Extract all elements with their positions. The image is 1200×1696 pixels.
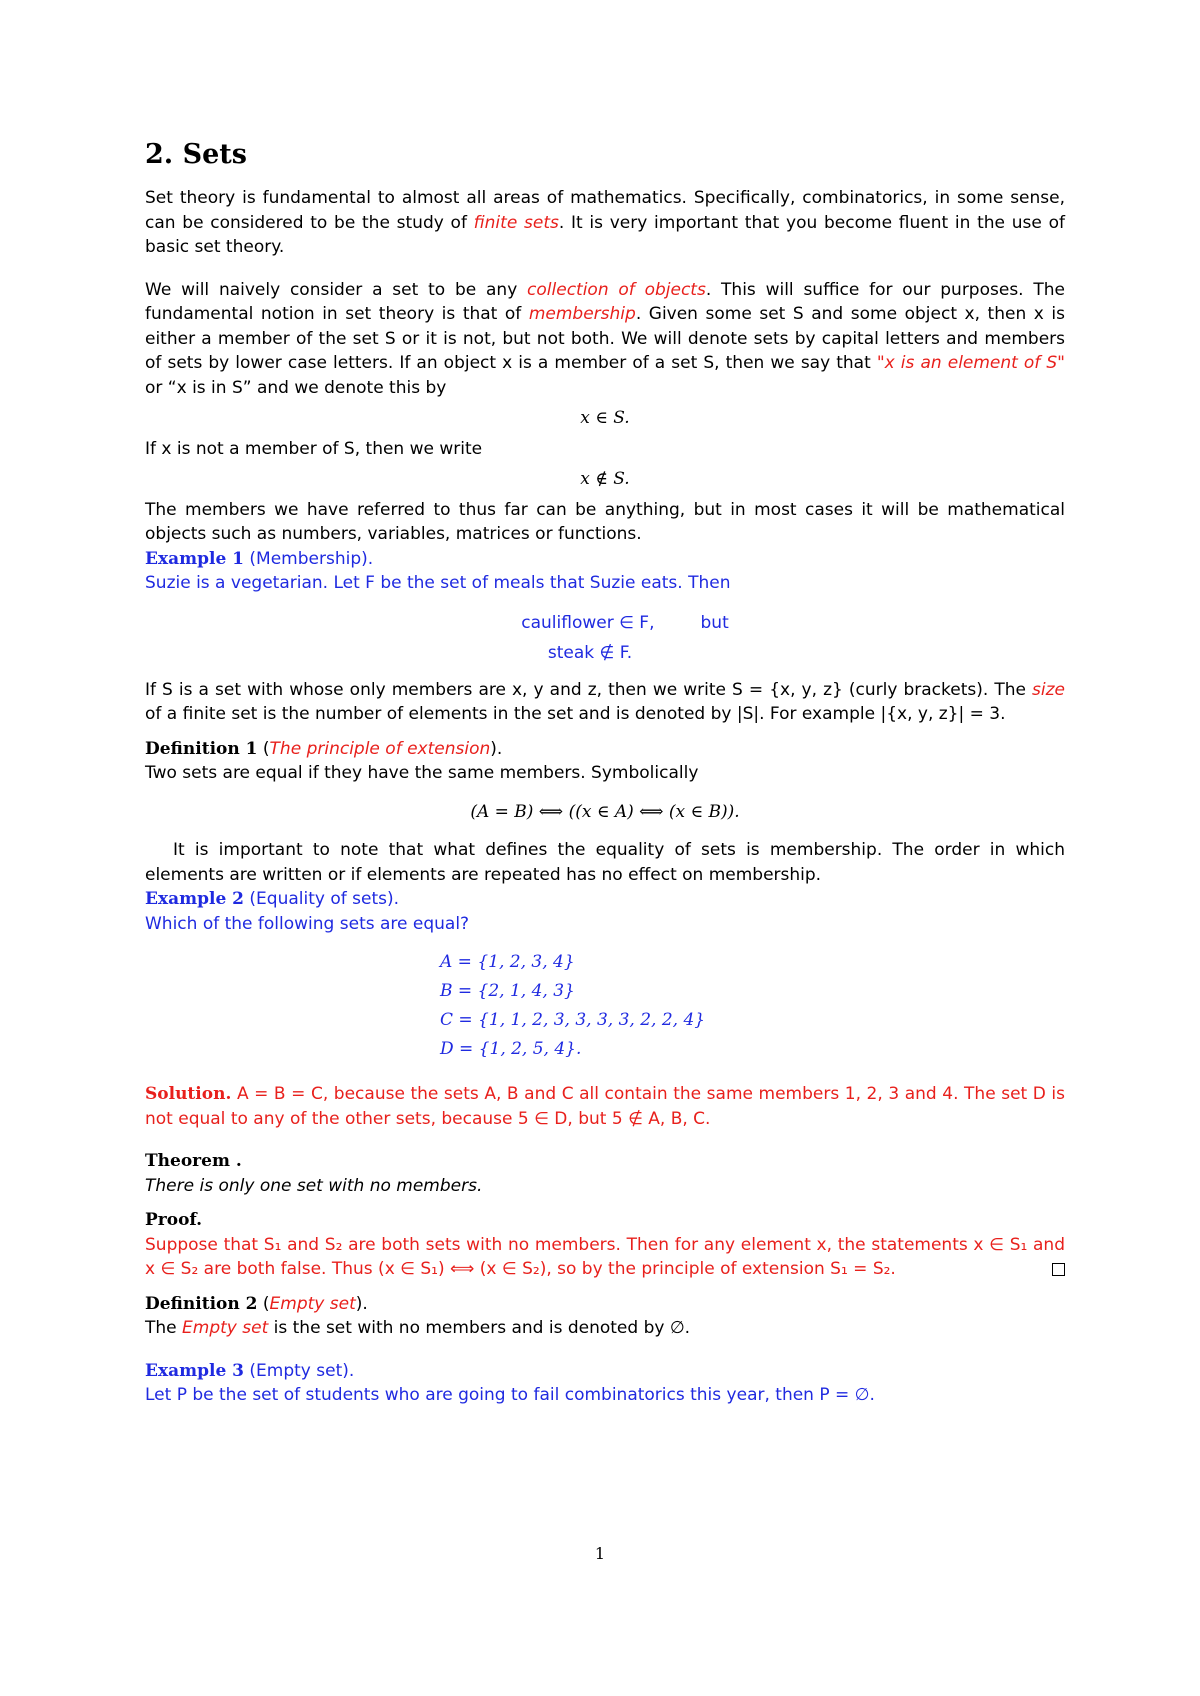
section-heading: 2. Sets bbox=[145, 139, 247, 170]
text: Set theory is fundamental to almost all areas of mathematics. Specifically, combinatorics, in some sense, can be considered to be the study of bbox=[145, 188, 1065, 233]
set-b: B = {2, 1, 4, 3} bbox=[440, 981, 575, 1001]
theorem-label: Theorem . bbox=[145, 1151, 242, 1171]
text: ( bbox=[262, 1293, 270, 1314]
proof-label: Proof. bbox=[145, 1210, 203, 1230]
example-1-line1: cauliflower ∈ F, bbox=[521, 612, 655, 633]
proof-text bbox=[145, 1233, 1065, 1282]
text: If S is a set with whose only members are x, y and z, then we write S = {x, y, z} (curly brackets). The bbox=[145, 679, 1033, 700]
text: of a finite set is the number of elements in the set and is denoted by |S|. For example |{x, y, z}| = 3. bbox=[145, 704, 1006, 724]
example-1 bbox=[145, 547, 1065, 668]
paragraph-members-anything: The members we have referred to thus far can be anything, but in most cases it will be mathematical objects such as numbers, variables, matrices or functions. bbox=[145, 499, 1065, 544]
text: ( bbox=[262, 738, 270, 759]
example-3-text: Let P be the set of students who are going to fail combinatorics this year, then P = ∅. bbox=[145, 1385, 875, 1405]
text: The bbox=[145, 1318, 183, 1338]
example-3-label: Example 3 bbox=[145, 1360, 245, 1381]
paragraph-size bbox=[145, 678, 1065, 727]
example-1-title: (Membership). bbox=[249, 548, 374, 569]
term-membership: membership bbox=[528, 304, 636, 324]
text: We will naively consider a set to be any bbox=[145, 279, 528, 300]
example-3-title: (Empty set). bbox=[249, 1360, 355, 1381]
text: or “x is in S” and we denote this by bbox=[145, 377, 447, 398]
text: . It is very important that you become fluent in the use of basic set theory. bbox=[145, 212, 1065, 257]
definition-1-title: The principle of extension bbox=[269, 738, 491, 759]
example-1-but: but bbox=[700, 612, 729, 633]
example-1-text: Suzie is a vegetarian. Let F be the set of meals that Suzie eats. Then bbox=[145, 573, 731, 593]
example-1-display bbox=[145, 608, 1065, 638]
definition-1-label: Definition 1 bbox=[145, 738, 258, 759]
solution-text: A = B = C, because the sets A, B and C all contain the same members 1, 2, 3 and 4. The set D is not equal to any of the other sets, because 5 ∈ D, but 5 ∉ A, B, C. bbox=[145, 1084, 1065, 1129]
document-body bbox=[145, 138, 1065, 1408]
equation-element-of: x ∈ S. bbox=[580, 408, 630, 428]
definition-2-text bbox=[145, 1316, 1065, 1341]
page-number: 1 bbox=[594, 1544, 606, 1563]
definition-1 bbox=[145, 737, 1065, 825]
definition-1-equation: (A = B) ⟺ ((x ∈ A) ⟺ (x ∈ B)). bbox=[470, 801, 740, 822]
example-1-line2: steak ∉ F. bbox=[547, 642, 633, 663]
definition-1-text: Two sets are equal if they have the same members. Symbolically bbox=[145, 763, 699, 783]
paragraph-equality-note: It is important to note that what defines the equality of sets is membership. The order in which elements are written or if elements are repeated has no effect on membership. bbox=[145, 840, 1065, 885]
term-size: size bbox=[1032, 679, 1065, 700]
proof bbox=[145, 1208, 1065, 1282]
definition-2 bbox=[145, 1292, 1065, 1341]
paragraph-membership bbox=[145, 278, 1065, 401]
set-d: D = {1, 2, 5, 4}. bbox=[440, 1039, 582, 1059]
solution bbox=[145, 1082, 1065, 1131]
text: ). bbox=[490, 738, 503, 759]
text: Suppose that S₁ and S₂ are both sets with no members. Then for any element x, the statements x ∈ S₁ and x ∈ S₂ are both false. Thus (x ∈ S₁) ⟺ (x ∈ S₂), so by the principle of extension S₁ = S₂. bbox=[145, 1234, 1065, 1279]
definition-2-label: Definition 2 bbox=[145, 1293, 258, 1314]
term-finite-sets: finite sets bbox=[473, 212, 559, 233]
example-1-label: Example 1 bbox=[145, 548, 245, 569]
example-3 bbox=[145, 1359, 1065, 1408]
qed-square-icon bbox=[1052, 1263, 1065, 1276]
solution-label: Solution. bbox=[145, 1084, 232, 1104]
example-2 bbox=[145, 887, 1065, 1064]
paragraph-not-member: If x is not a member of S, then we write bbox=[145, 438, 483, 459]
text: . Given some set S and some object x, then x is either a member of the set S or it is not, but not both. We will denote sets by capital letters and members of sets by lower case letters. If an object x is a member of a set S, then we say that bbox=[145, 304, 1065, 373]
example-2-text: Which of the following sets are equal? bbox=[145, 913, 470, 934]
set-a: A = {1, 2, 3, 4} bbox=[440, 952, 575, 972]
example-2-label: Example 2 bbox=[145, 889, 245, 909]
term-empty-set: Empty set bbox=[182, 1318, 269, 1338]
text: . This will suffice for our purposes. The fundamental notion in set theory is that of bbox=[145, 279, 1065, 324]
equation-not-element-of: x ∉ S. bbox=[580, 469, 630, 489]
text: is the set with no members and is denoted by ∅. bbox=[268, 1318, 691, 1338]
theorem bbox=[145, 1149, 1065, 1198]
example-2-sets bbox=[440, 948, 1065, 1064]
theorem-text: There is only one set with no members. bbox=[145, 1175, 483, 1196]
set-c: C = {1, 1, 2, 3, 3, 3, 3, 2, 2, 4} bbox=[440, 1010, 706, 1030]
definition-2-title: Empty set bbox=[269, 1293, 356, 1314]
term-collection-of-objects: collection of objects bbox=[527, 279, 706, 300]
paragraph-intro bbox=[145, 186, 1065, 260]
text: ). bbox=[355, 1293, 368, 1314]
example-2-title: (Equality of sets). bbox=[249, 889, 400, 909]
term-element-of: "x is an element of S" bbox=[876, 353, 1065, 373]
